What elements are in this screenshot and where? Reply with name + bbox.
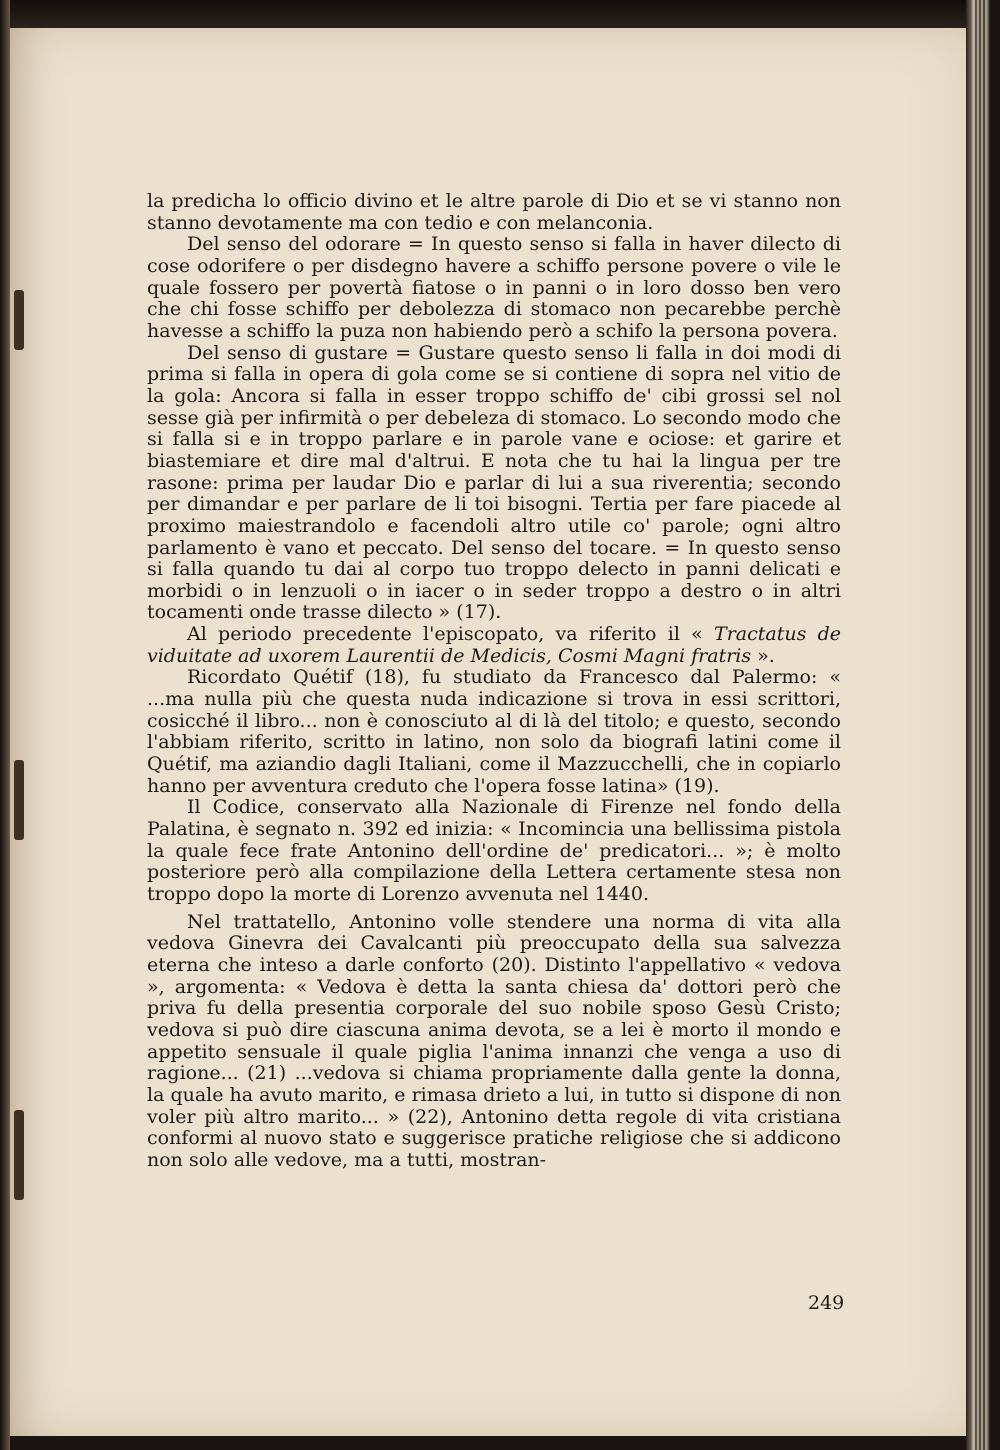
latin-title: Tractatus de viduitate ad uxorem Laurentii de Medicis, Cosmi Magni fratris	[147, 623, 841, 667]
paragraph: Nel trattatello, Antonino volle stendere una norma di vita alla vedova Ginevra dei Cavalcanti più preoccupato della sua salvezza eterna che inteso a darle conforto (20). Distinto l'appellativo « vedova », argomenta: « Vedova è detta la santa chiesa da' dottori però che priva fu della presentia corporale del suo nobile sposo Gesù Cristo; vedova si può dire ciascuna anima devota, se a lei è morto il mondo e appetito sensuale il quale piglia l'anima innanzi che venga a uso di ragione... (21) ...vedova si chiama propriamente dalla gente la donna, la quale ha avuto marito, e rimasa drieto a lui, in tutto si dispone di non voler più altro marito... » (22), Antonino detta regole di vita cristiana conformi al nuovo stato e suggerisce pratiche religiose che si addicono non solo alle vedove, ma a tutti, mostran-	[147, 910, 841, 1171]
page-edges	[966, 0, 1000, 1450]
page-number: 249	[808, 1292, 845, 1314]
binding-mark	[14, 1110, 24, 1200]
binding-mark	[14, 290, 24, 350]
paragraph: Del senso di gustare = Gustare questo senso li falla in doi modi di prima si falla in opera di gola come se si contiene di sopra nel vitio de la gola: Ancora si falla in esser troppo schiffo de' cibi grossi sel nol sesse già per infirmità o per debeleza di stomaco. Lo secondo modo che si falla si e in troppo parlare e in parole vane e ociose: et garire et biastemiare et dire mal d'altrui. E nota che tu hai la lingua per tre rasone: prima per laudar Dio e parlar di lui a sua riverentia; secondo per dimandar e per parlare de li toi bisogni. Tertia per fare piacede al proximo maiestrandolo e facendoli altro utile co' parole; ogni altro parlamento è vano et peccato. Del senso del tocare. = In questo senso si falla quando tu dai al corpo tuo troppo delecto in panni delicati e morbidi o in lenzuoli o in iacer o in seder troppo a destro o in altri tocamenti onde trasse dilecto » (17).	[147, 341, 841, 624]
book-spine-shadow	[0, 0, 10, 1450]
paragraph: Il Codice, conservato alla Nazionale di Firenze nel fondo della Palatina, è segnato n. 392 ed inizia: « Incomincia una bellissima pistola la quale fece frate Antonino dell'ordine de' predicatori... »; è molto posteriore però alla compilazione della Lettera certamente stesa non troppo dopo la morte di Lorenzo avvenuta nel 1440.	[147, 796, 841, 905]
paragraph: Ricordato Quétif (18), fu studiato da Francesco dal Palermo: « ...ma nulla più che questa nuda indicazione si trova in essi scrittori, cosicché il libro... non è conosciuto al di là del titolo; e questo, secondo l'abbiam riferito, scritto in latino, non solo da biografi latini come il Quétif, ma aziandio dagli Italiani, come il Mazzucchelli, che in copiarlo hanno per avventura creduto che l'opera fosse latina» (19).	[147, 666, 841, 797]
body-text	[147, 191, 841, 1172]
binding-mark	[14, 760, 24, 840]
paragraph: Del senso del odorare = In questo senso si falla in haver dilecto di cose odorifere o per disdegno havere a schiffo persone povere o vile le quale fossero per povertà fiatose o in panni o in loro dosso ben vero che chi fosse schiffo per debolezza di stomaco non pecarebbe perchè havesse a schiffo la puza non habiendo però a schifo la persona povera.	[147, 233, 841, 342]
paragraph-with-title: Al periodo precedente l'episcopato, va riferito il « Tractatus de viduitate ad uxorem Laurentii de Medicis, Cosmi Magni fratris ».	[147, 623, 841, 667]
paragraph: la predicha lo officio divino et le altre parole di Dio et se vi stanno non stanno devotamente ma con tedio e con melanconia.	[147, 190, 841, 234]
scan-top-border	[0, 0, 1000, 30]
